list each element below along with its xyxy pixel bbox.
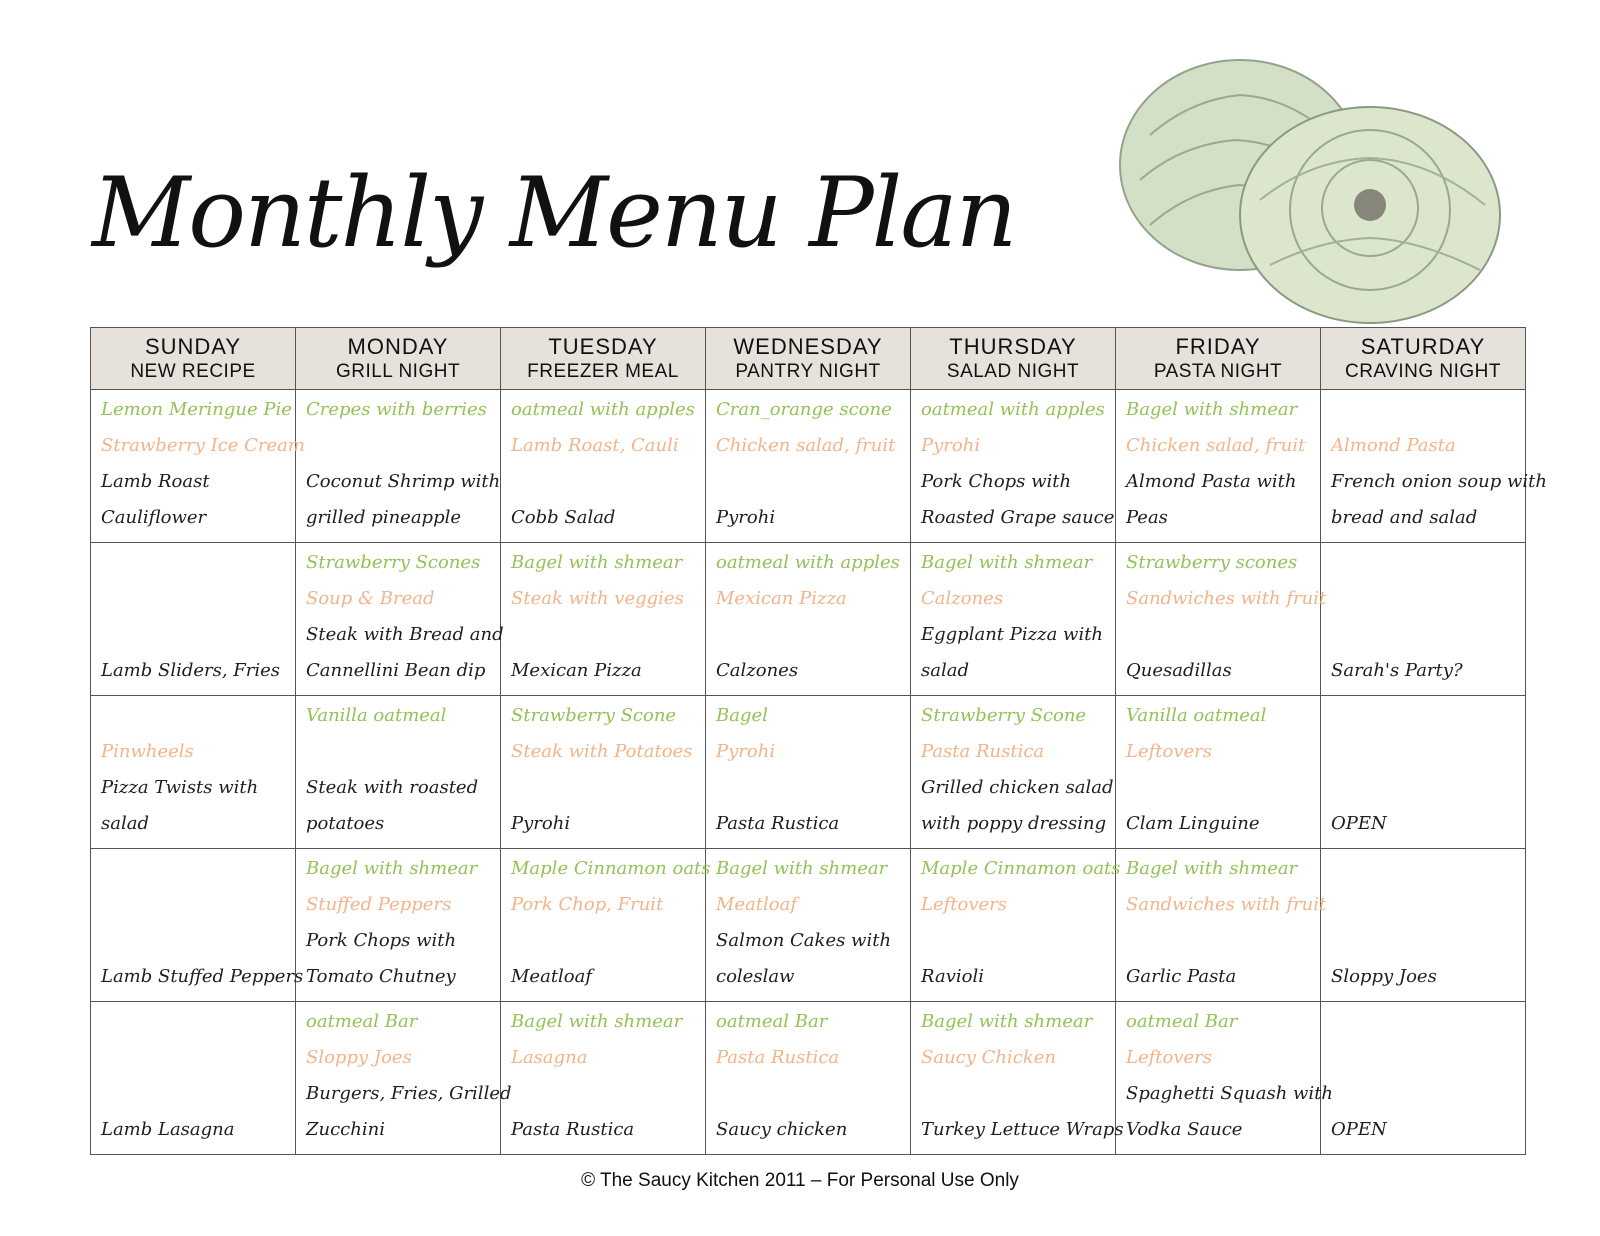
breakfast-item: Vanilla oatmeal bbox=[1126, 705, 1267, 726]
dinner-item: Pork Chops with bbox=[921, 471, 1072, 492]
dinner-item bbox=[716, 464, 904, 500]
dinner-item-continued: Pasta Rustica bbox=[511, 1119, 635, 1140]
day-cell bbox=[911, 849, 1121, 1002]
dinner-item-continued: Tomato Chutney bbox=[306, 966, 456, 987]
dinner-item: Lamb Roast bbox=[101, 471, 210, 492]
day-theme: SALAD NIGHT bbox=[946, 360, 1080, 382]
day-header-friday bbox=[1116, 328, 1321, 390]
day-cell bbox=[296, 390, 501, 543]
dinner-item: Coconut Shrimp with bbox=[306, 471, 501, 492]
dinner-item bbox=[1126, 617, 1314, 653]
dinner-item-continued: Garlic Pasta bbox=[1126, 966, 1237, 987]
day-cell bbox=[1321, 849, 1526, 1002]
dinner-item-continued: Quesadillas bbox=[1126, 660, 1232, 681]
lunch-item bbox=[101, 1040, 289, 1076]
lunch-item bbox=[1331, 734, 1519, 770]
dinner-item bbox=[101, 1076, 289, 1112]
day-header-tuesday bbox=[501, 328, 706, 390]
day-cell bbox=[501, 1002, 706, 1155]
breakfast-item: Bagel with shmear bbox=[1126, 399, 1298, 420]
lunch-item: Pyrohi bbox=[716, 741, 776, 762]
lunch-item bbox=[1331, 581, 1519, 617]
lunch-item: Sandwiches with fruit bbox=[1126, 588, 1327, 609]
breakfast-item: Strawberry scones bbox=[1126, 552, 1298, 573]
dinner-item-continued: potatoes bbox=[306, 813, 385, 834]
breakfast-item: Strawberry Scone bbox=[511, 705, 677, 726]
breakfast-item: Bagel with shmear bbox=[306, 858, 478, 879]
breakfast-item bbox=[101, 1004, 289, 1040]
dinner-item bbox=[716, 770, 904, 806]
page-title: Monthly Menu Plan bbox=[92, 157, 1016, 269]
day-cell bbox=[1116, 1002, 1334, 1155]
day-cell bbox=[296, 849, 501, 1002]
day-cell bbox=[1321, 543, 1526, 696]
day-cell bbox=[1116, 696, 1321, 849]
breakfast-item: Lemon Meringue Pie bbox=[101, 399, 292, 420]
dinner-item: Spaghetti Squash with bbox=[1126, 1083, 1334, 1104]
dinner-item-continued: Pyrohi bbox=[511, 813, 571, 834]
day-theme: CRAVING NIGHT bbox=[1344, 360, 1502, 382]
dinner-item: Pork Chops with bbox=[306, 930, 457, 951]
lunch-item: Pinwheels bbox=[101, 741, 194, 762]
day-name: FRIDAY bbox=[1175, 333, 1261, 359]
dinner-item-continued: grilled pineapple bbox=[306, 507, 462, 528]
dinner-item-continued: Sarah's Party? bbox=[1331, 660, 1463, 681]
dinner-item-continued: Vodka Sauce bbox=[1126, 1119, 1243, 1140]
breakfast-item bbox=[1331, 851, 1519, 887]
breakfast-item: Cran_orange scone bbox=[716, 399, 892, 420]
lunch-item: Leftovers bbox=[1126, 1047, 1213, 1068]
lunch-item bbox=[306, 428, 494, 464]
breakfast-item: oatmeal Bar bbox=[1126, 1011, 1238, 1032]
dinner-item bbox=[511, 770, 699, 806]
lunch-item bbox=[101, 887, 289, 923]
lunch-item: Lamb Roast, Cauli bbox=[511, 435, 679, 456]
day-cell bbox=[911, 543, 1116, 696]
dinner-item-continued: Sloppy Joes bbox=[1331, 966, 1437, 987]
lunch-item: Meatloaf bbox=[716, 894, 798, 915]
dinner-item bbox=[101, 923, 289, 959]
dinner-item: Almond Pasta with bbox=[1126, 471, 1297, 492]
lunch-item: Sloppy Joes bbox=[306, 1047, 412, 1068]
dinner-item-continued: Pyrohi bbox=[716, 507, 776, 528]
lunch-item: Pork Chop, Fruit bbox=[511, 894, 664, 915]
dinner-item-continued: Saucy chicken bbox=[716, 1119, 848, 1140]
breakfast-item bbox=[1331, 698, 1519, 734]
dinner-item-continued: Turkey Lettuce Wraps bbox=[921, 1119, 1124, 1140]
dinner-item-continued: Cauliflower bbox=[101, 507, 207, 528]
dinner-item-continued: Meatloaf bbox=[511, 966, 593, 987]
breakfast-item: Bagel with shmear bbox=[511, 1011, 683, 1032]
dinner-item-continued: Roasted Grape sauce bbox=[921, 507, 1115, 528]
lunch-item: Chicken salad, fruit bbox=[1126, 435, 1306, 456]
day-cell bbox=[296, 696, 501, 849]
day-cell bbox=[1116, 849, 1327, 1002]
dinner-item-continued: Cobb Salad bbox=[511, 507, 616, 528]
dinner-item bbox=[716, 1076, 904, 1112]
dinner-item: Pizza Twists with bbox=[101, 777, 259, 798]
day-theme: PASTA NIGHT bbox=[1153, 360, 1283, 382]
day-cell bbox=[501, 849, 711, 1002]
menu-calendar bbox=[90, 327, 1547, 1155]
lunch-item: Saucy Chicken bbox=[921, 1047, 1056, 1068]
dinner-item-continued: Cannellini Bean dip bbox=[306, 660, 486, 681]
dinner-item: Eggplant Pizza with bbox=[921, 624, 1104, 645]
lunch-item: Mexican Pizza bbox=[716, 588, 847, 609]
breakfast-item bbox=[1331, 1004, 1519, 1040]
day-cell bbox=[1116, 543, 1327, 696]
dinner-item-continued: Clam Linguine bbox=[1126, 813, 1260, 834]
dinner-item bbox=[1331, 923, 1519, 959]
day-cell bbox=[911, 696, 1116, 849]
breakfast-item: Bagel with shmear bbox=[511, 552, 683, 573]
day-cell bbox=[706, 696, 911, 849]
dinner-item bbox=[101, 617, 289, 653]
week-row bbox=[91, 1002, 1526, 1155]
lunch-item: Pasta Rustica bbox=[921, 741, 1045, 762]
lunch-item: Strawberry Ice Cream bbox=[101, 435, 305, 456]
dinner-item-continued: salad bbox=[101, 813, 149, 834]
breakfast-item: Crepes with berries bbox=[306, 399, 487, 420]
lunch-item: Leftovers bbox=[1126, 741, 1213, 762]
dinner-item-continued: Zucchini bbox=[306, 1119, 385, 1140]
day-theme: PANTRY NIGHT bbox=[735, 360, 881, 382]
lunch-item: Steak with Potatoes bbox=[511, 741, 693, 762]
lunch-item: Calzones bbox=[921, 588, 1004, 609]
dinner-item-continued: Calzones bbox=[716, 660, 799, 681]
day-cell bbox=[706, 543, 911, 696]
dinner-item bbox=[511, 1076, 699, 1112]
dinner-item-continued: Lamb Lasagna bbox=[101, 1119, 235, 1140]
breakfast-item bbox=[101, 698, 289, 734]
day-name: MONDAY bbox=[347, 333, 449, 359]
day-theme: FREEZER MEAL bbox=[527, 360, 679, 382]
day-cell bbox=[1116, 390, 1321, 543]
dinner-item bbox=[1331, 617, 1519, 653]
dinner-item: Burgers, Fries, Grilled bbox=[306, 1083, 512, 1104]
lunch-item: Almond Pasta bbox=[1331, 435, 1456, 456]
dinner-item bbox=[511, 617, 699, 653]
lunch-item: Chicken salad, fruit bbox=[716, 435, 896, 456]
dinner-item-continued: coleslaw bbox=[716, 966, 795, 987]
breakfast-item: oatmeal with apples bbox=[511, 399, 695, 420]
day-cell bbox=[706, 390, 911, 543]
breakfast-item: Bagel with shmear bbox=[1126, 858, 1298, 879]
dinner-item bbox=[1126, 923, 1314, 959]
lunch-item: Sandwiches with fruit bbox=[1126, 894, 1327, 915]
weeks-body bbox=[91, 390, 1547, 1155]
breakfast-item: Bagel bbox=[716, 705, 768, 726]
copyright-footer: © The Saucy Kitchen 2011 – For Personal Use Only bbox=[581, 1170, 1019, 1191]
dinner-item: French onion soup with bbox=[1331, 471, 1547, 492]
breakfast-item: Vanilla oatmeal bbox=[306, 705, 447, 726]
day-cell bbox=[91, 696, 296, 849]
day-cell bbox=[91, 849, 304, 1002]
dinner-item-continued: Ravioli bbox=[921, 966, 984, 987]
dinner-item bbox=[1126, 770, 1314, 806]
day-header-row bbox=[91, 328, 1526, 390]
dinner-item: Salmon Cakes with bbox=[716, 930, 892, 951]
day-cell bbox=[91, 543, 296, 696]
week-row bbox=[91, 543, 1526, 696]
day-header-monday bbox=[296, 328, 501, 390]
breakfast-item: Maple Cinnamon oats bbox=[511, 858, 711, 879]
day-cell bbox=[706, 1002, 911, 1155]
dinner-item-continued: Mexican Pizza bbox=[511, 660, 642, 681]
day-cell bbox=[706, 849, 911, 1002]
lunch-item: Steak with veggies bbox=[511, 588, 684, 609]
day-cell bbox=[91, 390, 305, 543]
day-cell bbox=[501, 696, 706, 849]
dinner-item-continued: OPEN bbox=[1331, 813, 1387, 834]
breakfast-item bbox=[1331, 545, 1519, 581]
day-name: TUESDAY bbox=[548, 333, 658, 359]
breakfast-item bbox=[101, 545, 289, 581]
lunch-item: Pyrohi bbox=[921, 435, 981, 456]
breakfast-item: oatmeal with apples bbox=[921, 399, 1105, 420]
day-cell bbox=[911, 390, 1116, 543]
day-cell bbox=[1321, 1002, 1526, 1155]
week-row bbox=[91, 390, 1526, 543]
dinner-item-continued: Pasta Rustica bbox=[716, 813, 840, 834]
day-cell bbox=[296, 1002, 512, 1155]
lunch-item bbox=[1331, 887, 1519, 923]
day-header-thursday bbox=[911, 328, 1116, 390]
day-theme: NEW RECIPE bbox=[130, 360, 256, 382]
day-name: SUNDAY bbox=[144, 333, 242, 359]
dinner-item bbox=[716, 617, 904, 653]
lunch-item bbox=[101, 581, 289, 617]
breakfast-item: Maple Cinnamon oats bbox=[921, 858, 1121, 879]
day-cell bbox=[296, 543, 504, 696]
dinner-item-continued: Lamb Sliders, Fries bbox=[101, 660, 281, 681]
week-row bbox=[91, 696, 1526, 849]
day-cell bbox=[1321, 696, 1526, 849]
artichoke-illustration bbox=[1120, 40, 1500, 325]
dinner-item-continued: OPEN bbox=[1331, 1119, 1387, 1140]
dinner-item: Steak with Bread and bbox=[306, 624, 504, 645]
lunch-item: Soup & Bread bbox=[306, 588, 435, 609]
dinner-item bbox=[921, 923, 1109, 959]
day-header-sunday bbox=[91, 328, 296, 390]
day-cell bbox=[501, 543, 706, 696]
day-header-saturday bbox=[1321, 328, 1526, 390]
lunch-item bbox=[306, 734, 494, 770]
dinner-item-continued: Peas bbox=[1126, 507, 1168, 528]
day-name: THURSDAY bbox=[949, 333, 1077, 359]
day-theme: GRILL NIGHT bbox=[335, 360, 461, 382]
dinner-item: Grilled chicken salad bbox=[921, 777, 1114, 798]
lunch-item: Lasagna bbox=[511, 1047, 588, 1068]
dinner-item-continued: with poppy dressing bbox=[921, 813, 1107, 834]
day-cell bbox=[1321, 390, 1547, 543]
breakfast-item: oatmeal with apples bbox=[716, 552, 900, 573]
breakfast-item: Strawberry Scone bbox=[921, 705, 1087, 726]
breakfast-item: oatmeal Bar bbox=[716, 1011, 828, 1032]
day-name: WEDNESDAY bbox=[733, 333, 883, 359]
lunch-item: Stuffed Peppers bbox=[306, 894, 452, 915]
day-cell bbox=[911, 1002, 1124, 1155]
day-header-wednesday bbox=[706, 328, 911, 390]
lunch-item: Pasta Rustica bbox=[716, 1047, 840, 1068]
breakfast-item: oatmeal Bar bbox=[306, 1011, 418, 1032]
breakfast-item: Bagel with shmear bbox=[716, 858, 888, 879]
dinner-item bbox=[511, 923, 699, 959]
lunch-item bbox=[1331, 1040, 1519, 1076]
lunch-item: Leftovers bbox=[921, 894, 1008, 915]
breakfast-item: Bagel with shmear bbox=[921, 1011, 1093, 1032]
day-name: SATURDAY bbox=[1360, 333, 1486, 359]
dinner-item bbox=[1331, 770, 1519, 806]
dinner-item-continued: Lamb Stuffed Peppers bbox=[101, 966, 304, 987]
dinner-item bbox=[511, 464, 699, 500]
dinner-item-continued: bread and salad bbox=[1331, 507, 1478, 528]
breakfast-item bbox=[101, 851, 289, 887]
dinner-item bbox=[1331, 1076, 1519, 1112]
breakfast-item: Strawberry Scones bbox=[306, 552, 481, 573]
day-cell bbox=[501, 390, 706, 543]
breakfast-item bbox=[1331, 392, 1519, 428]
day-cell bbox=[91, 1002, 296, 1155]
dinner-item-continued: salad bbox=[921, 660, 969, 681]
dinner-item: Steak with roasted bbox=[306, 777, 479, 798]
breakfast-item: Bagel with shmear bbox=[921, 552, 1093, 573]
dinner-item bbox=[921, 1076, 1109, 1112]
week-row bbox=[91, 849, 1526, 1002]
